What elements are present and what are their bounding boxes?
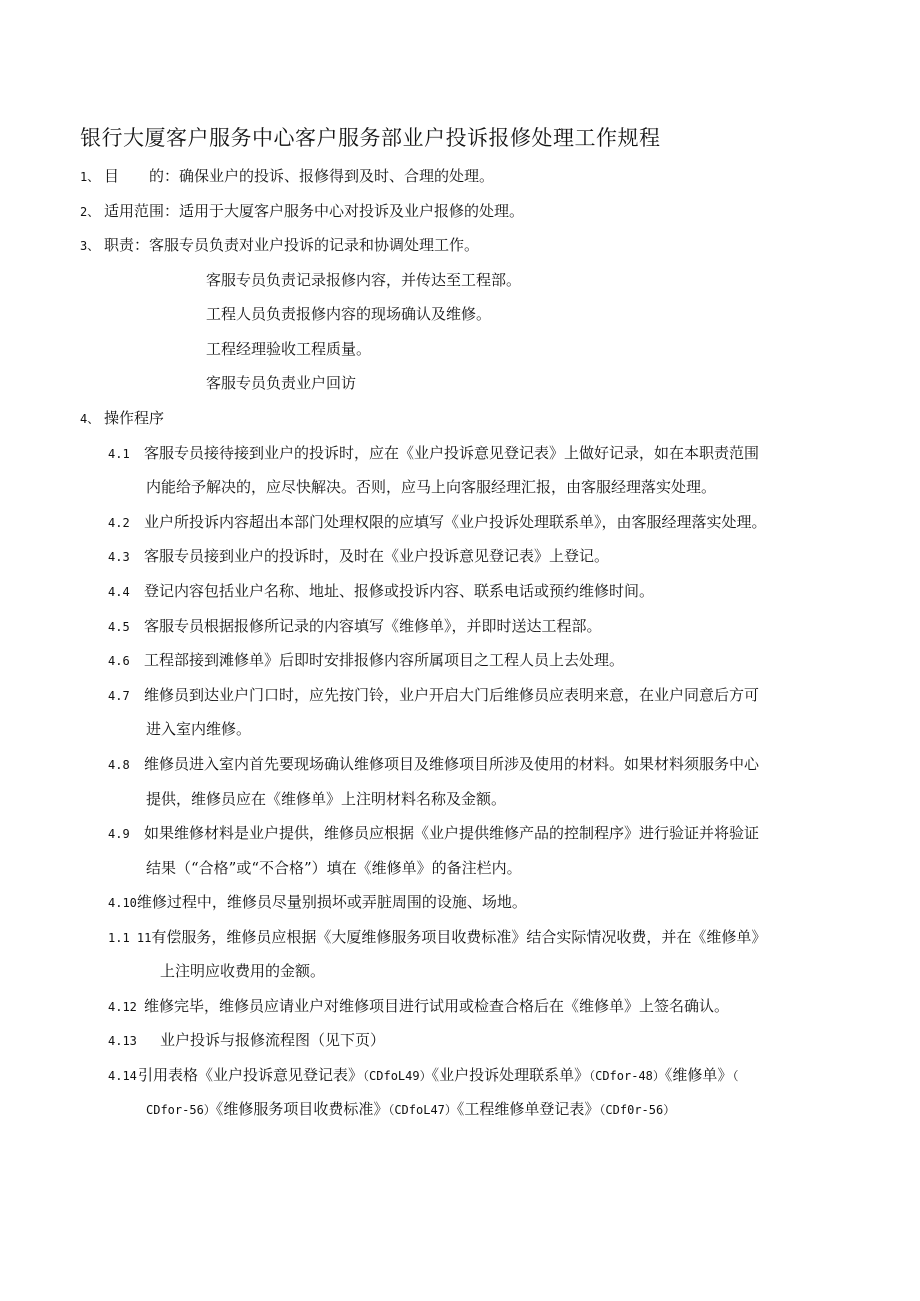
item-number: 4.10 — [108, 896, 137, 910]
item-continuation: 上注明应收费用的金额。 — [160, 962, 326, 980]
procedure-item-4-8 — [108, 754, 759, 775]
item-continuation — [146, 1099, 675, 1120]
item-text: 工程部接到滩修单》后即时安排报修内容所属项目之工程人员上去处理。 — [144, 651, 625, 669]
item-text: 客服专员接到业户的投诉时，及时在《业户投诉意见登记表》上登记。 — [144, 547, 610, 565]
item-text: 如果维修材料是业户提供，维修员应根据《业户提供维修产品的控制程序》进行验证并将验证 — [144, 824, 760, 842]
item-text: 维修员进入室内首先要现场确认维修项目及维修项目所涉及使用的材料。如果材料须服务中心 — [144, 755, 760, 773]
item-number: 4.5 — [108, 620, 130, 634]
form-name: 《维修服务项目收费标准》 — [215, 1100, 389, 1118]
form-name: 《业户投诉处理联系单》 — [431, 1066, 590, 1084]
item-number: 4.8 — [108, 758, 130, 772]
item-number: 4.1 — [108, 447, 130, 461]
section-text: 职责：客服专员负责对业户投诉的记录和协调处理工作。 — [104, 236, 480, 254]
procedure-item-4-3 — [108, 546, 609, 567]
item-text: 业户投诉与报修流程图（见下页） — [160, 1031, 386, 1049]
item-number: 4.4 — [108, 585, 130, 599]
item-number: 4.12 — [108, 1000, 137, 1014]
duty-item: 工程经理验收工程质量。 — [206, 340, 372, 358]
item-number: 4.14 — [108, 1069, 137, 1083]
procedure-item-4-6 — [108, 650, 624, 671]
item-continuation: 提供，维修员应在《维修单》上注明材料名称及金额。 — [146, 790, 507, 808]
procedure-item-4-13 — [108, 1030, 385, 1051]
item-text: 维修过程中，维修员尽量别损坏或弄脏周围的设施、场地。 — [136, 893, 527, 911]
procedure-item-4-14 — [108, 1065, 738, 1086]
section-text: 目 的：确保业户的投诉、报修得到及时、合理的处理。 — [104, 167, 495, 185]
item-number: 4.6 — [108, 654, 130, 668]
section-number: 4、 — [80, 412, 100, 426]
procedure-item-4-4 — [108, 581, 654, 602]
item-number: 1.1 11 — [108, 931, 152, 945]
procedure-item-4-1 — [108, 443, 759, 464]
section-3 — [80, 235, 479, 256]
section-number: 3、 — [80, 239, 100, 253]
procedure-item-4-10 — [108, 892, 527, 913]
duty-item: 客服专员负责记录报修内容，并传达至工程部。 — [206, 271, 522, 289]
section-4 — [80, 408, 164, 429]
item-continuation: 进入室内维修。 — [146, 720, 252, 738]
item-number: 4.9 — [108, 827, 130, 841]
section-1 — [80, 166, 494, 187]
form-code: （CDfor-48） — [589, 1069, 665, 1083]
form-name: 《维修单》 — [664, 1066, 733, 1084]
item-text: 客服专员根据报修所记录的内容填写《维修单》，并即时送达工程部。 — [144, 617, 602, 635]
form-code: （ — [732, 1069, 739, 1083]
item-text: 业户所投诉内容超出本部门处理权限的应填写《业户投诉处理联系单》，由客服经理落实处理。 — [144, 513, 767, 531]
item-continuation: 内能给予解决的，应尽快解决。否则，应马上向客服经理汇报，由客服经理落实处理。 — [146, 478, 717, 496]
procedure-item-4-7 — [108, 685, 759, 706]
form-code: （CDfoL47） — [388, 1103, 457, 1117]
procedure-item-4-5 — [108, 616, 602, 637]
section-2 — [80, 201, 524, 222]
item-text: 引用表格《业户投诉意见登记表》 — [138, 1066, 364, 1084]
item-text: 有偿服务，维修员应根据《大厦维修服务项目收费标准》结合实际情况收费，并在《维修单》 — [151, 928, 767, 946]
document-title: 银行大厦客户服务中心客户服务部业户投诉报修处理工作规程 — [80, 126, 661, 150]
section-text: 操作程序 — [104, 409, 165, 427]
item-number: 4.2 — [108, 516, 130, 530]
item-continuation: 结果（“合格”或“不合格”）填在《维修单》的备注栏内。 — [146, 859, 522, 877]
form-name: 《工程维修单登记表》 — [456, 1100, 600, 1118]
section-number: 2、 — [80, 205, 100, 219]
form-code: （CDfoL49） — [363, 1069, 432, 1083]
form-code: （CDf0r-56） — [599, 1103, 676, 1117]
duty-item: 客服专员负责业户回访 — [206, 374, 357, 392]
section-text: 适用范围：适用于大厦客户服务中心对投诉及业户报修的处理。 — [104, 202, 525, 220]
item-number: 4.3 — [108, 550, 130, 564]
procedure-item-4-11 — [108, 927, 766, 948]
procedure-item-4-9 — [108, 823, 759, 844]
item-text: 登记内容包括业户名称、地址、报修或投诉内容、联系电话或预约维修时间。 — [144, 582, 655, 600]
item-number: 4.13 — [108, 1034, 137, 1048]
item-text: 维修完毕，维修员应请业户对维修项目进行试用或检查合格后在《维修单》上签名确认。 — [144, 997, 730, 1015]
item-text: 维修员到达业户门口时，应先按门铃，业户开启大门后维修员应表明来意，在业户同意后方可 — [144, 686, 760, 704]
duty-item: 工程人员负责报修内容的现场确认及维修。 — [206, 305, 492, 323]
procedure-item-4-12 — [108, 996, 729, 1017]
procedure-item-4-2 — [108, 512, 767, 533]
section-number: 1、 — [80, 170, 100, 184]
item-text: 客服专员接待接到业户的投诉时，应在《业户投诉意见登记表》上做好记录，如在本职责范围 — [144, 444, 760, 462]
form-code: CDfor-56） — [146, 1103, 216, 1117]
item-number: 4.7 — [108, 689, 130, 703]
